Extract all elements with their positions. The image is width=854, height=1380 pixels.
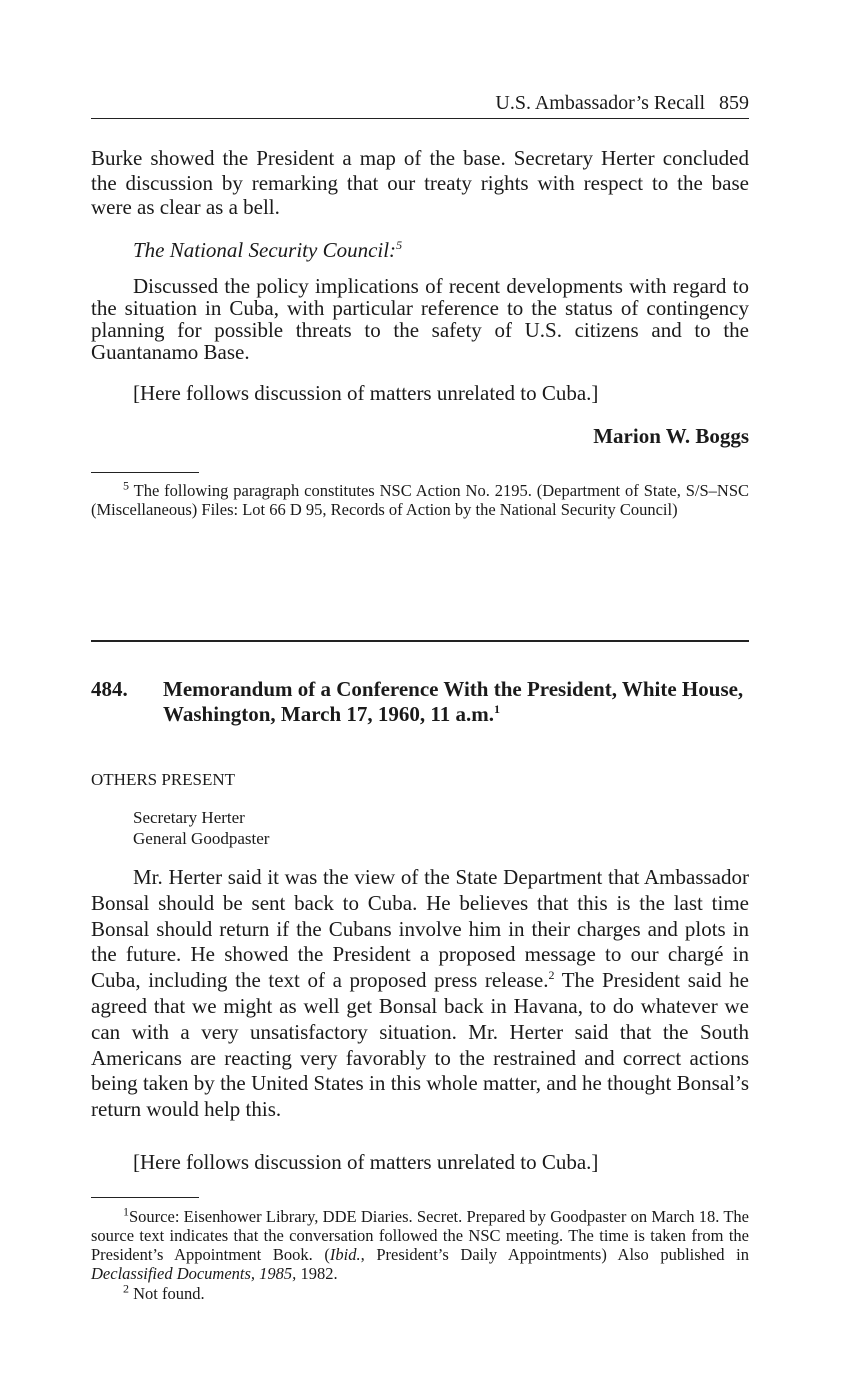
footnote-2-text: Not found. — [133, 1284, 205, 1303]
footnote-divider — [91, 1197, 199, 1198]
footnote-divider — [91, 472, 199, 473]
document-title: Memorandum of a Conference With the President, White House, Washington, March 17, 1960, 11 a.m. — [163, 677, 744, 726]
paragraph-herter-part1: Mr. Herter said it was the view of the State Department that Ambassador Bonsal should be sent back to Cuba. He believes that this is the last time Bonsal should return if the Cubans involve him in their charges and plots in the future. He showed the President a proposed message to our chargé in Cuba, including the text of a proposed press release. — [91, 865, 749, 993]
others-present-label: OTHERS PRESENT — [91, 770, 236, 789]
footnote-ref-1: 1 — [493, 702, 500, 716]
footnote-2-marker: 2 — [123, 1281, 129, 1296]
page-number: 859 — [719, 92, 749, 114]
attendee: General Goodpaster — [133, 829, 270, 848]
nsc-heading — [91, 238, 749, 263]
document-number: 484. — [91, 677, 128, 701]
running-head — [91, 90, 749, 119]
footnote-1 — [91, 1204, 749, 1283]
footnote-1-text-a: Source: Eisenhower Library, DDE Diaries. Secret. Prepared by Goodpaster on March 18. The source text indicates that the conversation followed the NSC meeting. The time is taken from the President’s Appointment Book. ( — [91, 1207, 749, 1264]
document-title-wrap — [163, 677, 749, 727]
paragraph-nsc-discussion: Discussed the policy implications of recent developments with regard to the situation in Cuba, with particular reference to the status of contingency planning for possible threats to the safety of U.S. citizens and to the Guantanamo Base. — [91, 274, 749, 364]
paragraph-omitted-matters-1: [Here follows discussion of matters unrelated to Cuba.] — [133, 381, 599, 405]
footnote-ref-2: 2 — [548, 968, 555, 983]
footnote-ref-5: 5 — [396, 238, 403, 252]
document-heading — [91, 677, 749, 727]
footnote-2 — [91, 1281, 749, 1303]
section-divider — [91, 640, 749, 642]
attendee: Secretary Herter — [133, 808, 245, 827]
footnote-5 — [91, 478, 750, 519]
signature: Marion W. Boggs — [593, 424, 749, 448]
footnote-1-text-b: , President’s Daily Appointments) Also published in — [360, 1245, 749, 1264]
paragraph-herter-part2: The President said he agreed that we might as well get Bonsal back in Havana, to do whatever we can with a very unsatisfactory situation. Mr. Herter said that the South Americans are reacting very favorably to the restrained and correct actions being taken by the United States in this whole matter, and he thought Bonsal’s return would help this. — [91, 968, 749, 1122]
attendee-list — [133, 807, 791, 849]
paragraph-burke-map: Burke showed the President a map of the base. Secretary Herter concluded the discussion by remarking that our treaty rights with respect to the base were as clear as a bell. — [91, 146, 749, 219]
paragraph-herter-bonsal — [91, 865, 749, 1123]
footnote-1-marker: 1 — [123, 1204, 129, 1219]
nsc-heading-text: The National Security Council: — [133, 238, 397, 262]
paragraph-omitted-matters-2: [Here follows discussion of matters unrelated to Cuba.] — [133, 1150, 599, 1174]
footnote-1-text-c: 1982. — [296, 1264, 338, 1283]
footnote-1-publication: Declassified Documents, 1985, — [91, 1264, 297, 1283]
footnote-1-ibid: Ibid. — [329, 1245, 361, 1264]
running-head-title: U.S. Ambassador’s Recall — [495, 92, 705, 114]
footnote-5-text: The following paragraph constitutes NSC Action No. 2195. (Department of State, S/S–NSC (Miscellaneous) Files: Lot 66 D 95, Records of Action by the National Security Council) — [91, 481, 750, 519]
footnote-5-marker: 5 — [123, 478, 129, 493]
